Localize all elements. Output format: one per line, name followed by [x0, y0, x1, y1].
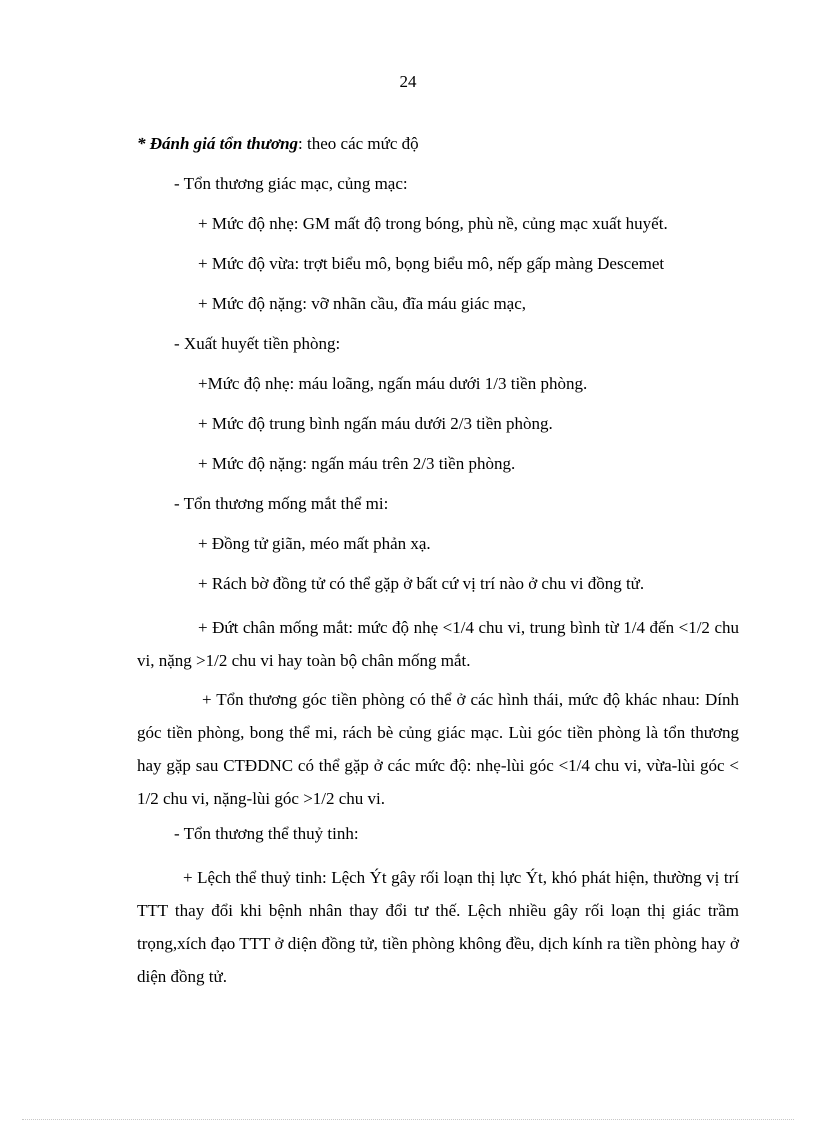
- page-number: 24: [399, 72, 417, 91]
- list-item: + Rách bờ đồng tử có thể gặp ở bất cứ vị trí nào ở chu vi đồng tử.: [198, 574, 645, 593]
- section-heading-text: : theo các mức độ: [298, 134, 419, 153]
- list-item: + Mức độ nặng: vỡ nhãn cầu, đĩa máu giác mạc,: [198, 294, 527, 313]
- section-heading-label: * Đánh giá tổn thương: [137, 134, 299, 153]
- list-item: + Đồng tử giãn, méo mất phản xạ.: [198, 534, 431, 553]
- list-item: + Mức độ nhẹ: GM mất độ trong bóng, phù nề, củng mạc xuất huyết.: [198, 214, 668, 233]
- list-item: + Mức độ vừa: trợt biểu mô, bọng biểu mô, nếp gấp màng Descemet: [198, 254, 665, 273]
- subsection-lens: - Tổn thương thể thuỷ tinh:: [174, 824, 359, 843]
- subsection-cornea: - Tổn thương giác mạc, củng mạc:: [174, 174, 408, 193]
- paragraph-iris-root: + Đứt chân mống mắt: mức độ nhẹ <1/4 chu vi, trung bình từ 1/4 đến <1/2 chu vi, nặng >1/2 chu vi hay toàn bộ chân mống mắt.: [137, 618, 739, 670]
- paragraph-lens-dislocation: + Lệch thể thuỷ tinh: Lệch Ýt gây rối loạn thị lực Ýt, khó phát hiện, thường vị trí TTT thay đổi khi bệnh nhân thay đổi tư thế. Lệch nhiều gây rối loạn thị giác trầm trọng,xích đạo TTT ở diện đồng tử, tiền phòng không đều, dịch kính ra tiền phòng hay ở diện đồng tử.: [137, 868, 739, 986]
- list-item: + Mức độ nặng: ngấn máu trên 2/3 tiền phòng.: [198, 454, 516, 473]
- section-heading: [137, 131, 739, 171]
- subsection-hyphema: - Xuất huyết tiền phòng:: [174, 334, 341, 353]
- document-body: [137, 131, 739, 999]
- list-item: +Mức độ nhẹ: máu loãng, ngấn máu dưới 1/3 tiền phòng.: [198, 374, 588, 393]
- page-bottom-divider: [22, 1119, 794, 1120]
- paragraph-angle-recession: + Tổn thương góc tiền phòng có thể ở các hình thái, mức độ khác nhau: Dính góc tiền phòng, bong thể mi, rách bè củng giác mạc. Lùi góc tiền phòng là tổn thương hay gặp sau CTĐDNC có thể gặp ở các mức độ: nhẹ-lùi góc <1/4 chu vi, vừa-lùi góc < 1/2 chu vi, nặng-lùi góc >1/2 chu vi.: [137, 690, 739, 808]
- subsection-iris: - Tổn thương mống mắt thể mi:: [174, 494, 389, 513]
- list-item: + Mức độ trung bình ngấn máu dưới 2/3 tiền phòng.: [198, 414, 553, 433]
